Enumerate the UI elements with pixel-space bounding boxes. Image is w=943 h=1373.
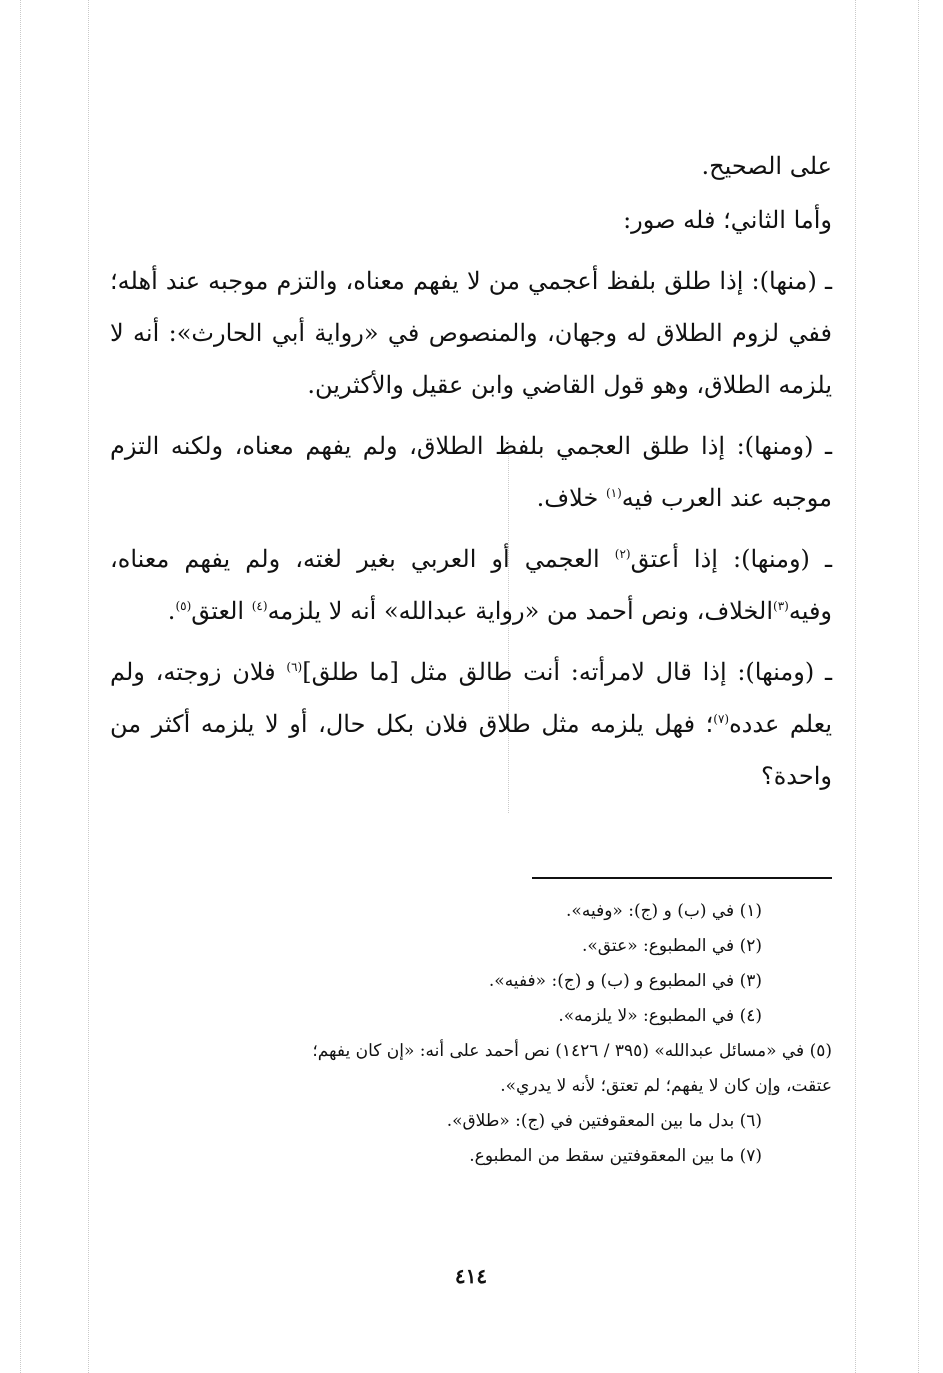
footnote-marker-7: (٧)	[713, 712, 730, 726]
text-span: ؛ فهل يلزمه مثل طلاق فلان بكل حال، أو لا يلزمه أكثر من واحدة؟	[110, 710, 832, 790]
text-span: على الصحيح.	[701, 152, 832, 180]
text-span: وأما الثاني؛ فله صور:	[623, 206, 832, 234]
paragraph-case-1	[110, 255, 832, 411]
footnote-marker-2: (٢)	[614, 547, 631, 561]
text-span: (٥) في «مسائل عبدالله» (٣٩٥ / ١٤٢٦) نص أحمد على أنه: «إن كان يفهم؛	[312, 1041, 832, 1061]
text-span: خلاف.	[536, 484, 599, 512]
text-span: العتق	[191, 597, 245, 625]
text-span: ـ (منها): إذا طلق بلفظ أعجمي من لا يفهم معناه، والتزم موجبه عند أهله؛ ففي لزوم الطلاق له وجهان، والمنصوص في «رواية أبي الحارث»: أنه لا يلزمه الطلاق، وهو قول القاضي وابن عقيل والأكثرين.	[110, 267, 832, 399]
text-span: الخلاف، ونص أحمد من «رواية عبدالله» أنه لا يلزمه	[267, 597, 773, 625]
footnote-marker-6: (٦)	[286, 660, 303, 674]
scan-guide-line	[918, 0, 919, 1373]
main-text	[110, 140, 832, 802]
text-span: فلان زوجته، ولم يعلم عدده	[110, 658, 833, 738]
footnote-marker-1: (١)	[605, 486, 622, 500]
footnote-2: (٢) في المطبوع: «عتق».	[581, 936, 762, 956]
paragraph-case-2	[110, 420, 832, 524]
footnote-separator	[532, 877, 832, 879]
scan-guide-line	[88, 0, 89, 1373]
footnote-5-continuation: عتقت، وإن كان لا يفهم؛ لم تعتق؛ لأنه لا يدري».	[500, 1076, 832, 1096]
footnote-marker-4: (٤)	[251, 599, 268, 613]
footnote-4: (٤) في المطبوع: «لا يلزمه».	[558, 1006, 762, 1026]
scan-guide-line	[855, 0, 856, 1373]
paragraph-intro	[110, 194, 832, 246]
scan-guide-line	[20, 0, 21, 1373]
text-span: ـ (ومنها): إذا طلق العجمي بلفظ الطلاق، ولم يفهم معناه، ولكنه التزم موجبه عند العرب فيه	[110, 432, 832, 512]
footnote-6: (٦) بدل ما بين المعقوفتين في (ج): «طلاق».	[446, 1111, 762, 1131]
paragraph-case-3	[110, 533, 832, 637]
text-span: ـ (ومنها): إذا أعتق	[630, 545, 832, 573]
footnote-3: (٣) في المطبوع و (ب) و (ج): «ففيه».	[488, 971, 762, 991]
footnote-marker-5: (٥)	[175, 599, 192, 613]
footnotes	[110, 894, 832, 1174]
footnote-1: (١) في (ب) و (ج): «وفيه».	[566, 901, 762, 921]
text-span: العجمي أو العربي بغير لغته، ولم يفهم معناه، وفيه	[110, 545, 832, 625]
page-number: ٤١٤	[454, 1264, 488, 1288]
book-page	[110, 140, 833, 1288]
paragraph-continuation	[110, 140, 832, 192]
footnote-7: (٧) ما بين المعقوفتين سقط من المطبوع.	[469, 1146, 762, 1166]
paragraph-case-4	[110, 646, 832, 802]
text-span: ـ (ومنها): إذا قال لامرأته: أنت طالق مثل [ما طلق]	[302, 658, 832, 686]
text-span: .	[167, 597, 176, 625]
footnote-5	[110, 1034, 902, 1069]
footnote-marker-3: (٣)	[773, 599, 789, 613]
